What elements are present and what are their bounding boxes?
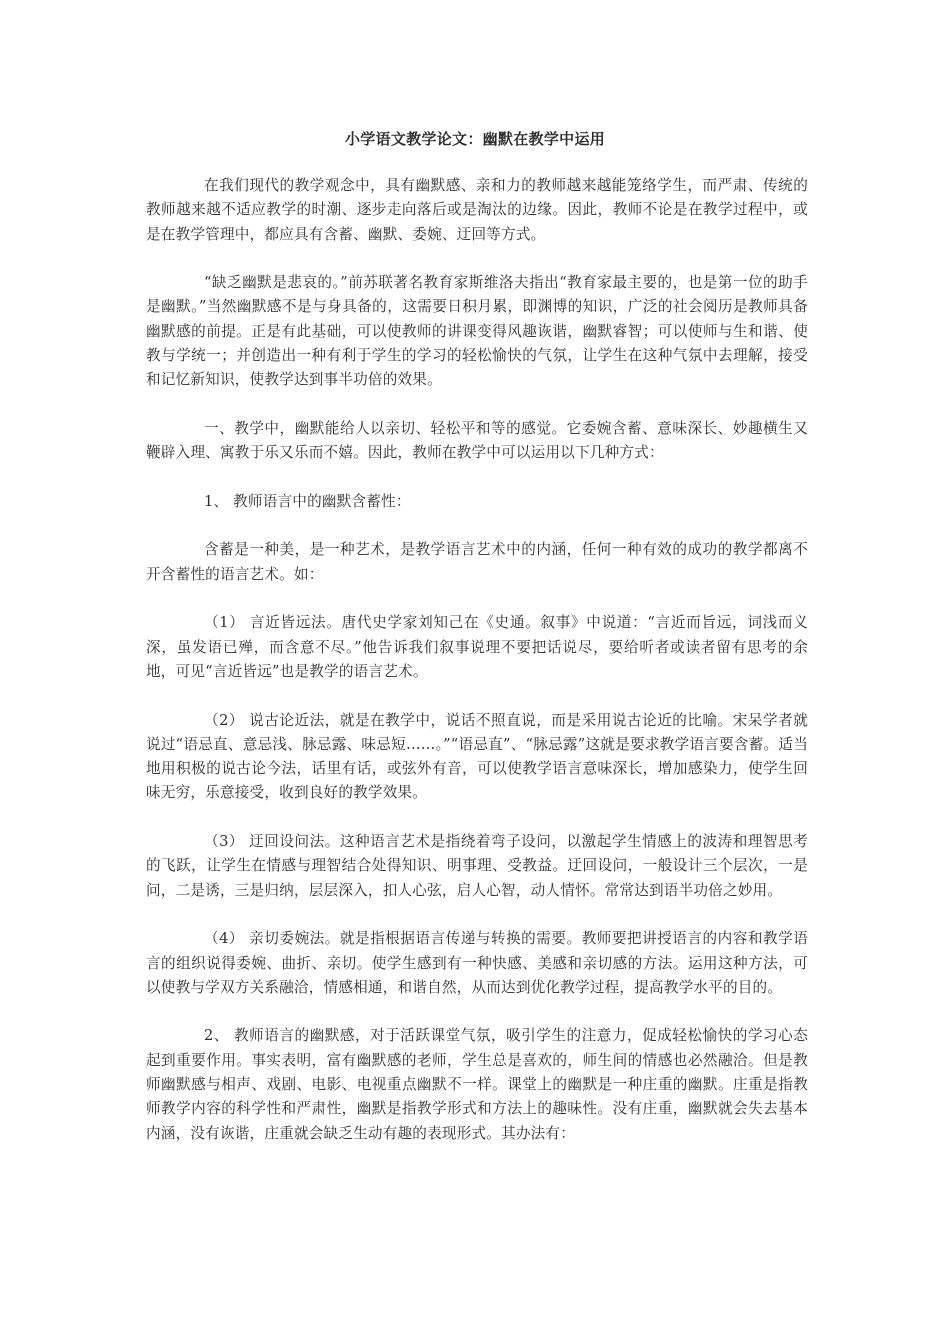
paragraph-method-1: （1） 言近皆远法。唐代史学家刘知己在《史通。叙事》中说道：“言近而旨远，词浅而义深，虽发语已殚，而含意不尽。”他告诉我们叙事说理不要把话说尽，要给听者或读者留有思考的余地，可见“言近皆远”也是教学的语言艺术。 <box>146 614 808 680</box>
paragraph-method-4: （4） 亲切委婉法。就是指根据语言传递与转换的需要。教师要把讲授语言的内容和教学语言的组织说得委婉、曲折、亲切。使学生感到有一种快感、美感和亲切感的方法。运用这种方法，可以使教与学双方关系融洽，情感相通，和谐自然，从而达到优化教学过程，提高教学水平的目的。 <box>146 930 808 996</box>
paragraph-section-one: 一、教学中，幽默能给人以亲切、轻松平和等的感觉。它委婉含蓄、意味深长、妙趣横生又鞭辟入理、寓教于乐又乐而不嬉。因此，教师在教学中可以运用以下几种方式： <box>146 419 808 462</box>
paragraph-heading-2: 2、 教师语言的幽默感，对于活跃课堂气氛，吸引学生的注意力，促成轻松愉快的学习心态起到重要作用。事实表明，富有幽默感的老师，学生总是喜欢的，师生间的情感也必然融洽。但是教师幽默感与相声、戏剧、电影、电视重点幽默不一样。课堂上的幽默是一种庄重的幽默。庄重是指教师教学内容的科学性和严肃性，幽默是指教学形式和方法上的趣味性。没有庄重，幽默就会失去基本内涵，没有诙谐，庄重就会缺乏生动有趣的表现形式。其办法有： <box>146 1027 808 1142</box>
paragraph-quote: “缺乏幽默是悲哀的。”前苏联著名教育家斯维洛夫指出“教育家最主要的，也是第一位的助手是幽默。”当然幽默感不是与身具备的，这需要日积月累，即渊博的知识，广泛的社会阅历是教师具备幽默感的前提。正是有此基础，可以使教师的讲课变得风趣诙谐，幽默睿智；可以使师与生和谐、使教与学统一；并创造出一种有利于学生的学习的轻松愉快的气氛，让学生在这种气氛中去理解，接受和记忆新知识，使教学达到事半功倍的效果。 <box>146 274 808 389</box>
paragraph-implicit-beauty: 含蓄是一种美，是一种艺术，是教学语言艺术中的内涵，任何一种有效的成功的教学都离不开含蓄性的语言艺术。如： <box>146 541 808 583</box>
paragraph-heading-1: 1、 教师语言中的幽默含蓄性： <box>204 492 411 510</box>
paragraph-method-3: （3） 迂回设问法。这种语言艺术是指绕着弯子设问，以激起学生情感上的波涛和理智思考的飞跃，让学生在情感与理智结合处得知识、明事理、受教益。迂回设问，一般设计三个层次，一是问，二是诱，三是归纳，层层深入，扣人心弦，启人心智，动人情怀。常常达到语半功倍之妙用。 <box>146 833 808 899</box>
document-title: 小学语文教学论文：幽默在教学中运用 <box>344 130 606 148</box>
document-body <box>146 174 808 1170</box>
paragraph-method-2: （2） 说古论近法，就是在教学中，说话不照直说，而是采用说古论近的比喻。宋呆学者就说过“语忌直、意忌浅、脉忌露、味忌短……。”“语忌直”、“脉忌露”这就是要求教学语言要含蓄。适当地用积极的说古论今法，话里有话，或弦外有音，可以使教学语言意味深长，增加感染力，使学生回味无穷，乐意接受，收到良好的教学效果。 <box>146 711 808 802</box>
paragraph-intro: 在我们现代的教学观念中，具有幽默感、亲和力的教师越来越能笼络学生，而严肃、传统的教师越来越不适应教学的时潮、逐步走向落后或是淘汰的边缘。因此，教师不论是在教学过程中，或是在教学管理中，都应具有含蓄、幽默、委婉、迂回等方式。 <box>146 177 808 243</box>
